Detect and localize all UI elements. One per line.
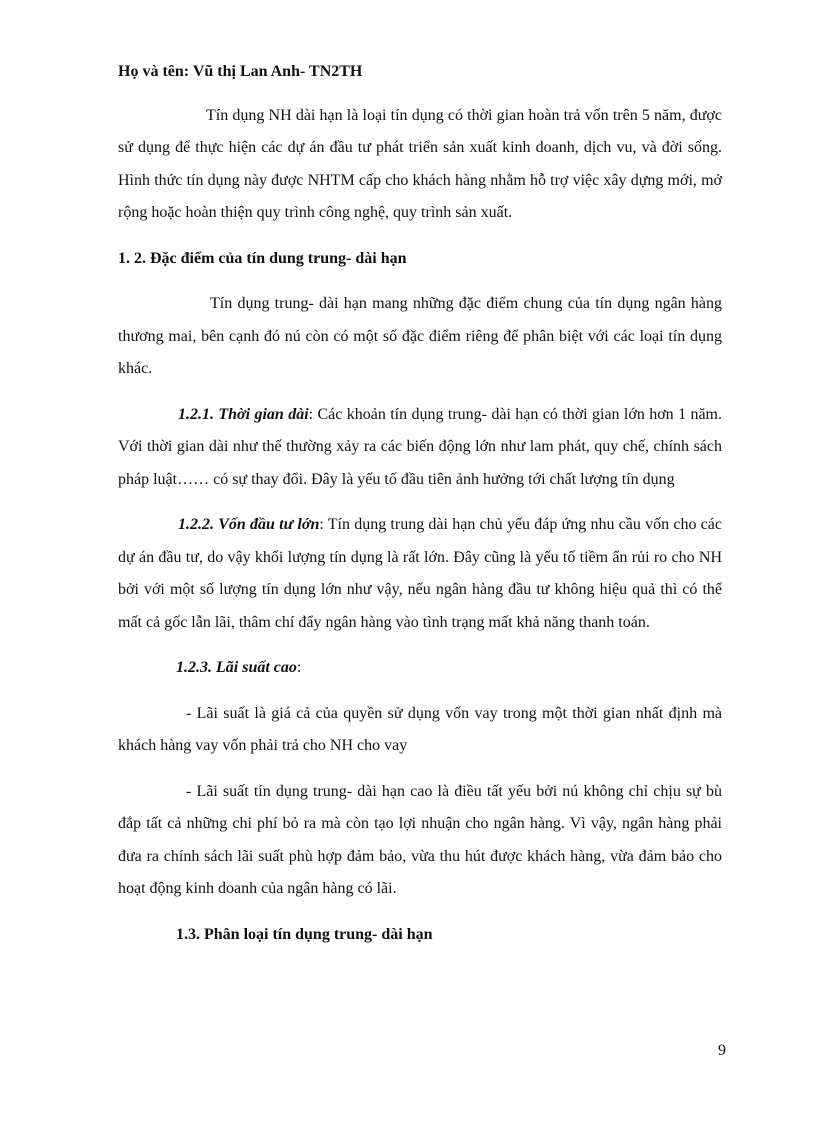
subsection-1-2-2-label: 1.2.2. Vốn đầu tư lớn	[178, 516, 320, 533]
page-content	[118, 56, 722, 964]
section-1-3-heading: 1.3. Phân loại tín dụng trung- dài hạn	[176, 925, 433, 943]
subsection-1-2-1-text: : Các khoản tín dụng trung- dài hạn có thời gian lớn hơn 1 năm. Với thời gian dài như thế thường xảy ra các biến động lớn như lam phát, quy chế, chính sách pháp luật…… có sự thay đổi. Đây là yếu tố đầu tiên ảnh hưởng tới chất lượng tín dụng	[118, 405, 722, 488]
subsection-1-2-1-paragraph	[118, 399, 722, 497]
page-number: 9	[718, 1042, 726, 1059]
author-header: Họ và tên: Vũ thị Lan Anh- TN2TH	[118, 63, 363, 80]
subsection-1-2-2-text: : Tín dụng trung dài hạn chủ yếu đáp ứng nhu cầu vốn cho các dự án đầu tư, do vậy khối lượng tín dụng là rất lớn. Đây cũng là yếu tố tiềm ẩn rủi ro cho NH bởi với một số lượng tín dụng lớn như vậy, nếu ngân hàng đầu tư không hiệu quả thì có thể mất cả gốc lẫn lãi, thâm chí đẩy ngân hàng vào tình trạng mất khả năng thanh toán.	[118, 516, 722, 631]
interest-item-2: - Lãi suất tín dụng trung- dài hạn cao là điều tất yếu bởi nú không chỉ chịu sự bù đắp tất cả những chi phí bỏ ra mà còn tạo lợi nhuận cho ngân hàng. Vì vậy, ngân hàng phải đưa ra chính sách lãi suất phù hợp đảm bảo, vừa thu hút được khách hàng, vừa đảm bảo cho hoạt động kinh doanh của ngân hàng có lãi.	[118, 782, 722, 897]
interest-item-1: - Lãi suất là giá cả của quyền sử dụng vốn vay trong một thời gian nhất định mà khách hàng vay vốn phải trả cho NH cho vay	[118, 704, 722, 754]
subsection-1-2-2-paragraph	[118, 509, 722, 639]
subsection-1-2-3-colon: :	[296, 659, 302, 676]
subsection-1-2-3-heading	[118, 652, 722, 685]
subsection-1-2-3-label: 1.2.3. Lãi suất cao	[176, 659, 297, 676]
intro-paragraph: Tín dụng NH dài hạn là loại tín dụng có thời gian hoàn trả vốn trên 5 năm, được sử dụng để thực hiện các dự án đầu tư phát triển sản xuất kinh doanh, dịch vu, và đời sống. Hình thức tín dụng này được NHTM cấp cho khách hàng nhằm hỗ trợ việc xây dựng mới, mở rộng hoặc hoàn thiện quy trình công nghệ, quy trình sản xuất.	[118, 106, 722, 221]
section-1-2-paragraph: Tín dụng trung- dài hạn mang những đặc điểm chung của tín dụng ngân hàng thương mai, bên cạnh đó nú còn có một số đặc điểm riêng để phân biệt với các loại tín dụng khác.	[118, 295, 722, 377]
subsection-1-2-1-label: 1.2.1. Thời gian dài	[178, 405, 309, 423]
section-1-2-heading: 1. 2. Đặc điểm của tín dung trung- dài hạn	[118, 249, 407, 267]
